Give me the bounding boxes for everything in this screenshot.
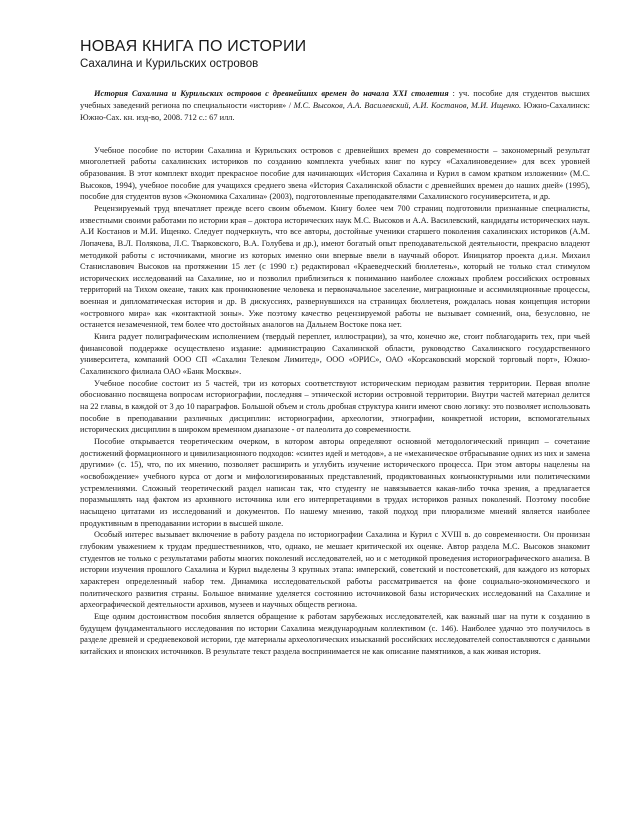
paragraph-4: Учебное пособие состоит из 5 частей, три из которых соответствуют историческим периодам развития территории. Первая вполне обоснованно посвящена вопросам историографии, последняя – этнической истории островной территории. Внутри частей материал делится на 22 главы, в каждой от 3 до 10 параграфов. Большой объем и столь дробная структура книги имеют свою логику: это позволяет использовать пособие в преподавании различных дисциплин: историографии, археологии, этнографии, конкретной истории, вспомогательных исторических дисциплин в широком временном диапазоне - от палеолита до современности. (80, 378, 590, 435)
page-subtitle: Сахалина и Курильских островов (80, 58, 259, 70)
paragraph-2: Рецензируемый труд впечатляет прежде всего своим объемом. Книгу более чем 700 страниц подготовили признанные специалисты, известными своими работами по истории края – доктора исторических наук М.С. Высоков и А.А. Василевский, кандидаты исторических наук. А.И Костанов и М.И. Ищенко. Следует подчеркнуть, что все авторы, достойные ученики старшего поколения сахалинских историков (А.М. Лопачева, В.Л. Полякова, Л.С. Тварковского, В.А. Голубева и др.), имеют богатый опыт преподавательской деятельности, прекрасно владеют методикой работы с источниками, многие из которых именно они впервые ввели в научный оборот. Инициатор проекта д.и.н. Михаил Станиславович Высоков на протяжении 15 лет (с 1990 г.) редактировал «Краеведческий бюллетень», который не только стал стимулом исторических исследований на Сахалине, но и позволил приблизиться к пониманию наиболее сложных проблем российских островных территорий на Тихом океане, таких как проникновение человека и первоначальное заселение, миграционные и ассимиляционные процессы, военная и дипломатическая история и др. В дискуссиях, развернувшихся на страницах бюллетеня, рождалась новая концепция истории «островного мира» как «контактной зоны». Уже поэтому качество рецензируемой работы не вызывает сомнений, она, безусловно, не останется незамеченной, тем более что достойных аналогов на Дальнем Востоке пока нет. (80, 203, 590, 330)
paragraph-3: Книга радует полиграфическим исполнением (твердый переплет, иллюстрации), за что, конечно же, стоит поблагодарить тех, при чьей финансовой поддержке осуществлено издание: администрацию Сахалинской области, руководство Сахалинского государственного университета, компаний ООО СП «Сахалин Телеком Лимитед», ООО «ОРИС», ОАО «Корсаковский морской торговый порт», Южно-Сахалинского филиала ОАО «Банк Москвы». (80, 332, 590, 377)
citation-publisher: Южно-Сахалинск: Южно-Сах. кн. изд-во, 2008. 712 с.: 67 илл. (80, 101, 590, 123)
paragraph-1: Учебное пособие по истории Сахалина и Курильских островов с древнейших времен до современности – закономерный результат многолетней работы сахалинских историков по созданию комплекта учебных книг по курсу «Сахалиноведение» для всех уровней образования. В этот комплект входит прекрасное пособие для начинающих «История Сахалина и Курил в самом кратком изложении» (М.С. Высоков, 1994), учебное пособие для учащихся среднего звена «История Сахалинской области с древнейших времен до наших дней» (1995), пособие для студентов вузов «Экономика Сахалина» (2003), подготовленные преподавателями Сахалинского госуниверситета, и др. (80, 145, 590, 202)
citation-authors: М.С. Высоков, А.А. Василевский, А.И. Костанов, М.И. Ищенко. (293, 101, 522, 111)
page-title: НОВАЯ КНИГА ПО ИСТОРИИ (80, 38, 307, 55)
citation-description: : уч. пособие для студентов высших учебных заведений региона по специальности «история» / (80, 89, 590, 111)
paragraph-5: Пособие открывается теоретическим очерком, в котором авторы определяют основной методологический принцип – сочетание достижений формационного и цивилизационного подходов: «синтез идей и методов», а не «механическое отбрасывание одних из них и замена другими» (с. 15), что, по их мнению, позволяет расширить и углубить изучение исторического процесса. При этом авторы нацелены на «освобождение» учебного курса от догм и мифологизированных представлений, продиктованных конъюнктурными или политическими устремлениями. Сложный теоретический раздел написан так, что студенту не навязывается какая-либо точка зрения, а предлагается поразмышлять над фактом из архивного источника или его интерпретациями в трудах историков разных поколений. Поэтому пособие насыщено цитатами из исследований и документов. По нашему мнению, такой подход при плюрализме мнений является наиболее продуктивным в преподавании истории в высшей школе. (80, 437, 590, 528)
book-citation (80, 88, 590, 125)
paragraph-7: Еще одним достоинством пособия является обращение к работам зарубежных исследователей, как важный шаг на пути к созданию в будущем фундаментального исследования по истории Сахалина международным коллективом (с. 146). Наиболее удачно это получилось в разделе древней и средневековой истории, где материалы археологических изысканий российских исследователей сопоставляются с данными китайских и японских источников. В результате текст раздела воспринимается не как описание памятников, а как живая история. (80, 611, 590, 656)
review-body (80, 145, 590, 658)
citation-book-title: История Сахалина и Курильских островов с древнейших времен до начала XXI столетия (94, 89, 449, 98)
paragraph-6: Особый интерес вызывает включение в работу раздела по историографии Сахалина и Курил с XVIII в. до современности. Он пронизан глубоким уважением к трудам предшественников, что, однако, не мешает критической их оценке. Автор раздела М.С. Высоков знакомит студентов не только с результатами работы многих поколений исследователей, но и с методикой проведения историографического анализа. В истории изучения прошлого Сахалина и Курил выделены 3 крупных этапа: имперский, советский и постсоветский, для каждого из которых характерен определенный набор тем. Динамика исследовательской работы рассматривается на фоне социально-экономического и политического развития страны. Большое внимание уделяется состоянию источниковой базы исторических исследований на Сахалине и археографической деятельности архивов, музеев и научных обществ региона. (80, 530, 590, 610)
